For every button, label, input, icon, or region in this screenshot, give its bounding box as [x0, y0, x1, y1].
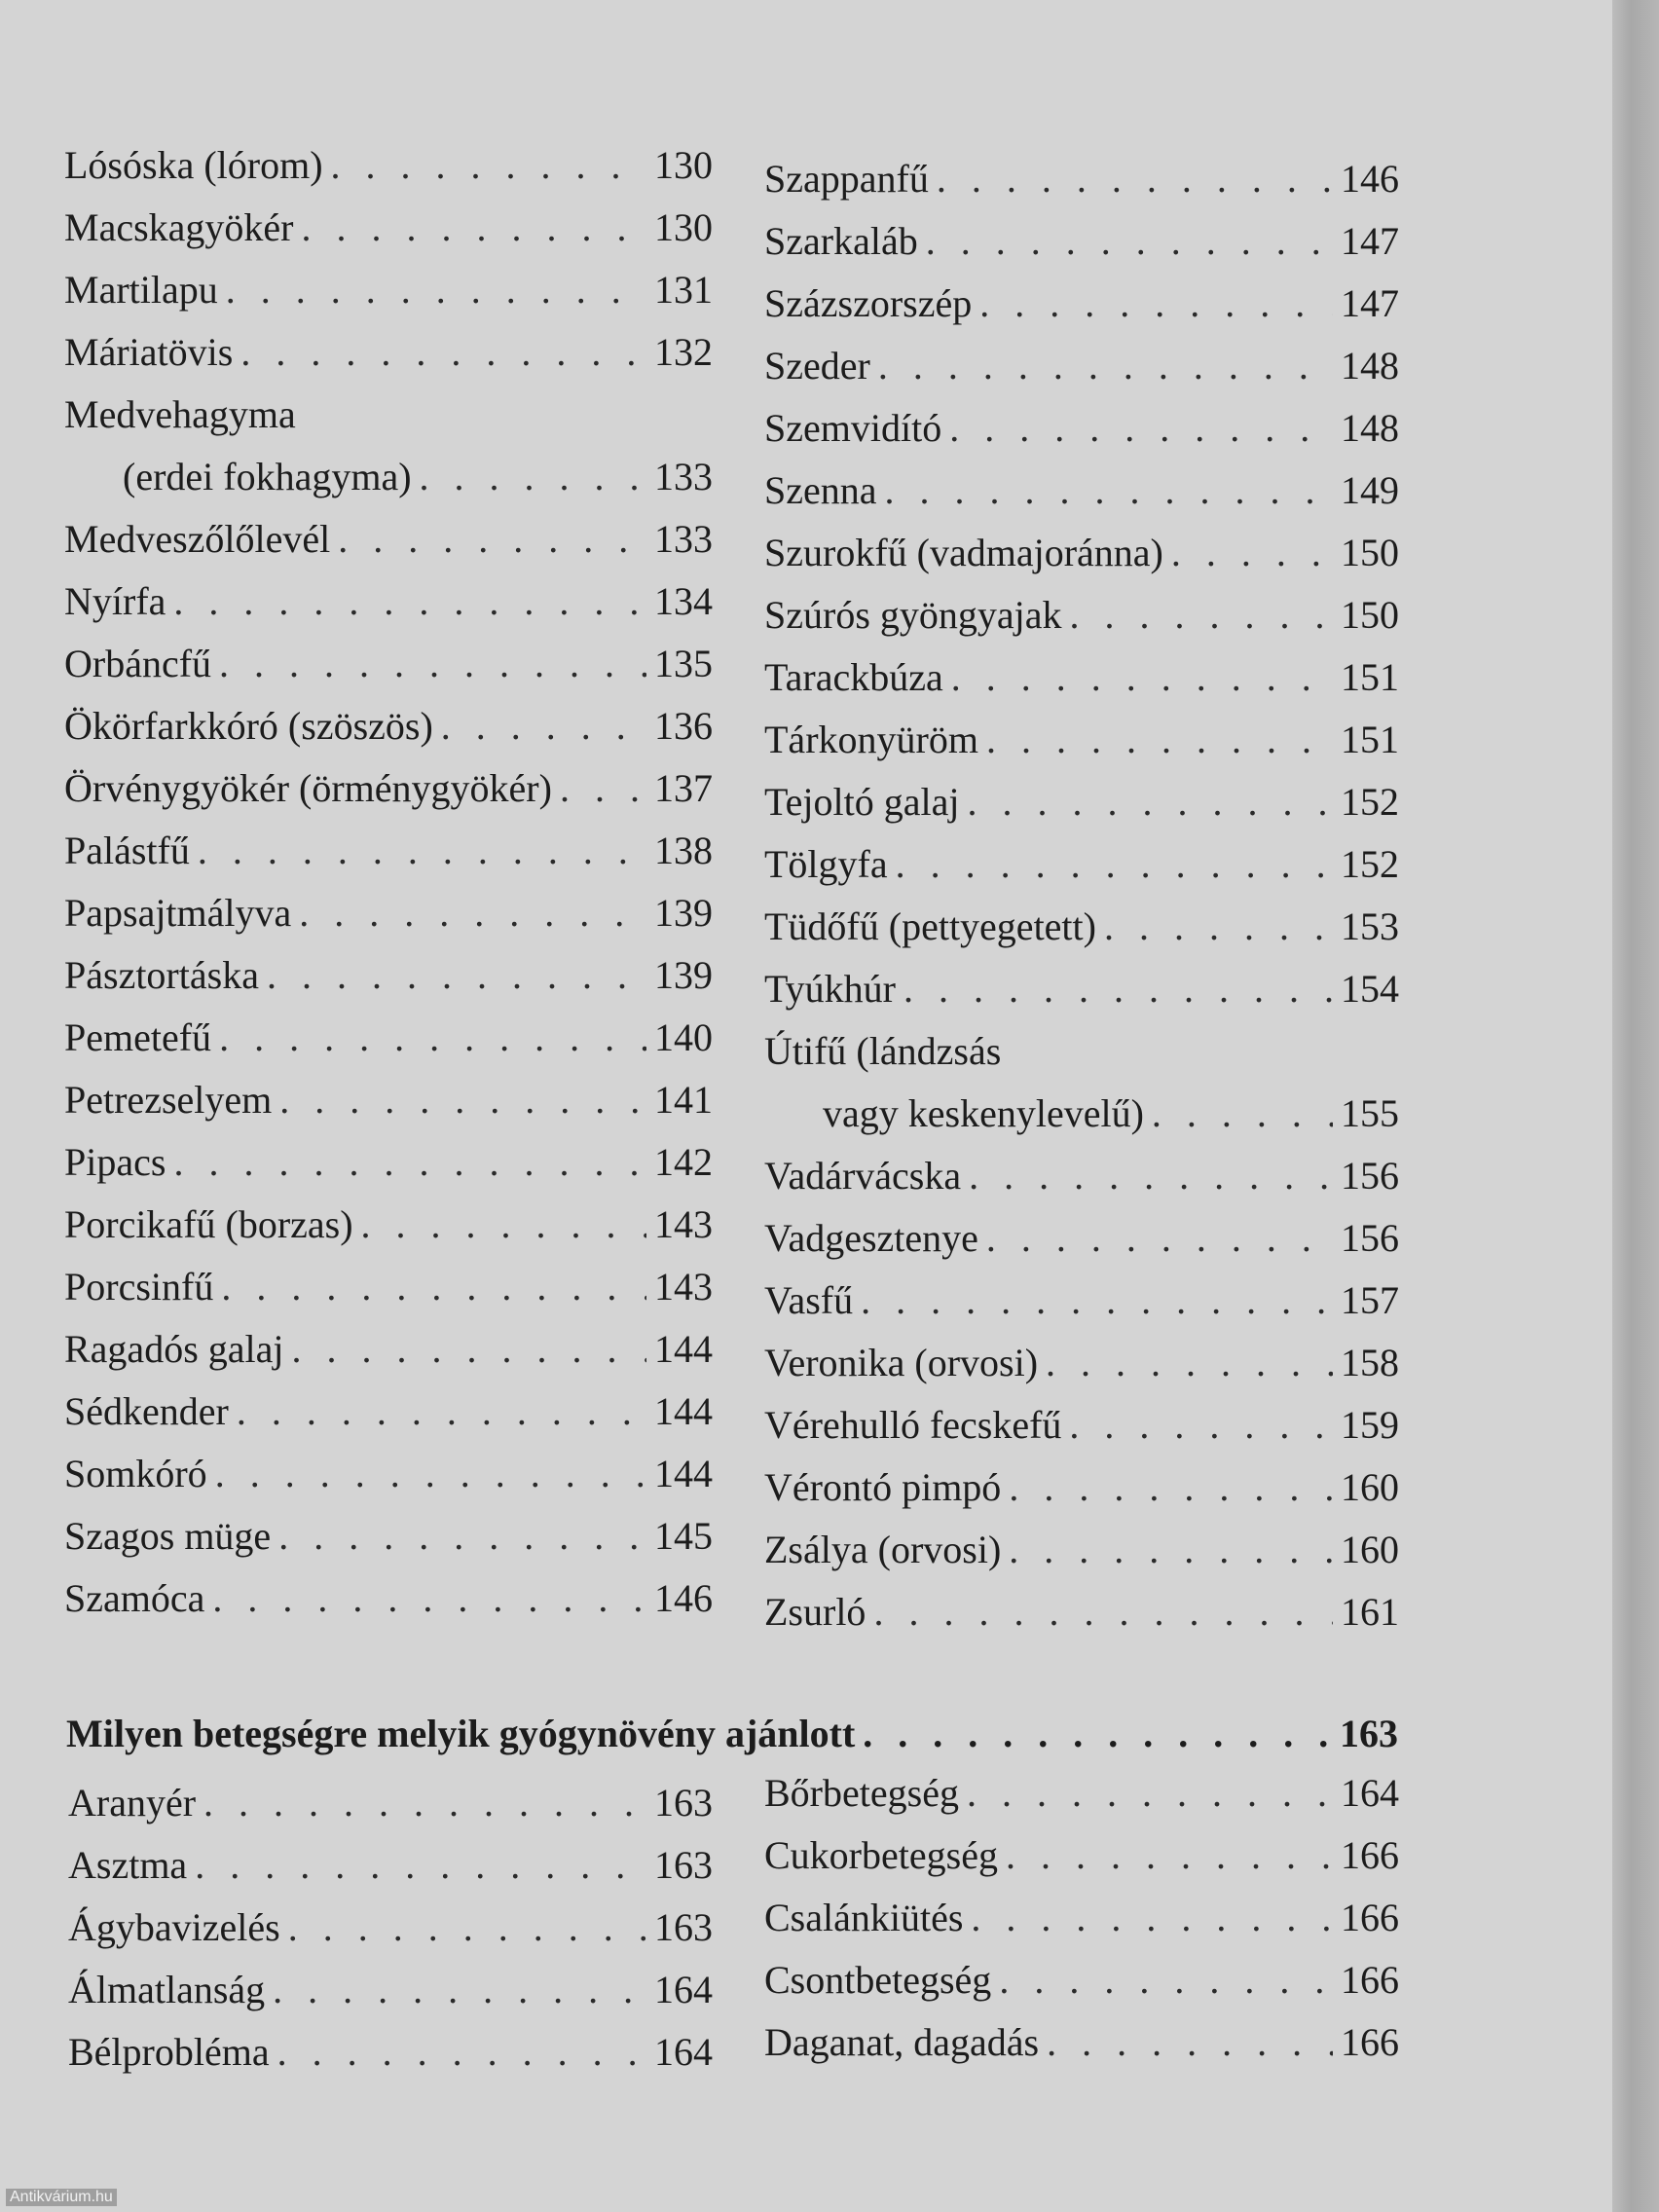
toc-entry-title: Palástfű: [64, 829, 190, 872]
toc-entry-title: Lósóska (lórom): [64, 143, 323, 187]
dot-leader: [885, 460, 1333, 522]
toc-entry: [764, 1581, 1399, 1643]
toc-entry-page: 133: [654, 455, 713, 498]
toc-entry-title: Macskagyökér: [64, 205, 294, 249]
toc-entry: [64, 197, 713, 259]
toc-entry-page: 144: [654, 1389, 713, 1433]
dot-leader: [969, 1145, 1333, 1207]
toc-entry: [764, 1456, 1399, 1519]
toc-entry: [64, 571, 713, 633]
toc-entry: [764, 709, 1399, 771]
toc-entry: [764, 771, 1399, 833]
toc-entry-title: Papsajtmályva: [64, 891, 292, 935]
toc-entry-title: Porcsinfű: [64, 1265, 214, 1309]
toc-entry-title: vagy keskenylevelű): [823, 1091, 1144, 1135]
toc-entry-page: 142: [654, 1140, 713, 1184]
dot-leader: [1006, 1825, 1333, 1887]
toc-entry-page: 151: [1341, 718, 1399, 761]
dot-leader: [861, 1270, 1333, 1332]
toc-entry: [764, 1762, 1399, 1825]
toc-entry-page: 157: [1341, 1278, 1399, 1322]
toc-entry-title: Szenna: [764, 468, 877, 512]
toc-entry-title: Pemetefű: [64, 1015, 212, 1059]
toc-entry-page: 151: [1341, 655, 1399, 699]
toc-entry: [64, 134, 713, 197]
toc-entry-page: 166: [1341, 1896, 1399, 1939]
dot-leader: [967, 1762, 1333, 1825]
toc-entry: [64, 1505, 713, 1567]
dot-leader: [949, 397, 1333, 460]
toc-entry: [64, 757, 713, 820]
toc-entry-title: Porcikafű (borzas): [64, 1202, 353, 1246]
toc-entry-title: Tyúkhúr: [764, 967, 896, 1011]
toc-entry: [64, 1567, 713, 1630]
toc-entry-title: Cukorbetegség: [764, 1833, 998, 1877]
dot-leader: [896, 833, 1333, 896]
dot-leader: [279, 1069, 646, 1131]
toc-entry-title: Somkóró: [64, 1452, 207, 1495]
toc-entry-page: 131: [654, 268, 713, 312]
toc-entry: [764, 2011, 1399, 2074]
dot-leader: [212, 1567, 646, 1630]
toc-right-column: [764, 148, 1399, 1643]
toc-entry-page: 146: [654, 1576, 713, 1620]
dot-leader: [979, 273, 1333, 335]
toc-entry-title: Tölgyfa: [764, 842, 888, 886]
toc-entry-page: 139: [654, 953, 713, 997]
dot-leader: [951, 646, 1333, 709]
toc-entry-title: Orbáncfű: [64, 642, 212, 685]
dot-leader: [1070, 584, 1333, 646]
toc-entry-title: Csontbetegség: [764, 1958, 992, 2002]
toc-entry-title: Zsurló: [764, 1590, 866, 1634]
dot-leader: [873, 1581, 1333, 1643]
toc-left-column: [64, 134, 713, 1630]
dot-leader: [967, 771, 1333, 833]
toc-entry-page: 152: [1341, 842, 1399, 886]
toc-entry-page: 153: [1341, 904, 1399, 948]
dot-leader: [198, 820, 646, 882]
toc-entry: [764, 522, 1399, 584]
toc-entry-page: 166: [1341, 2020, 1399, 2064]
toc-entry: [764, 1394, 1399, 1456]
toc-entry-title: Szarkaláb: [764, 219, 918, 263]
dot-leader: [338, 508, 646, 571]
section-right-column: [764, 1762, 1399, 2074]
toc-entry-page: 141: [654, 1078, 713, 1122]
toc-entry-title: Csalánkiütés: [764, 1896, 964, 1939]
dot-leader: [560, 757, 646, 820]
toc-entry: [64, 1007, 713, 1069]
toc-entry-page: 150: [1341, 531, 1399, 574]
toc-entry: [764, 1949, 1399, 2011]
toc-entry: [64, 695, 713, 757]
toc-entry-page: 147: [1341, 219, 1399, 263]
toc-entry-page: 164: [654, 2030, 713, 2074]
dot-leader: [1009, 1519, 1333, 1581]
toc-entry-title: Vadgesztenye: [764, 1216, 978, 1260]
toc-entry-title: Nyírfa: [64, 579, 166, 623]
dot-leader: [441, 695, 646, 757]
toc-entry-title: Ágybavizelés: [68, 1905, 280, 1949]
toc-entry-page: 135: [654, 642, 713, 685]
dot-leader: [361, 1194, 646, 1256]
toc-entry: [764, 1083, 1399, 1145]
dot-leader: [1171, 522, 1333, 584]
toc-entry-page: 138: [654, 829, 713, 872]
toc-entry: [64, 1256, 713, 1318]
toc-entry-title: Álmatlanság: [68, 1968, 266, 2011]
toc-entry-page: 159: [1341, 1403, 1399, 1447]
toc-entry: [764, 646, 1399, 709]
toc-entry: [68, 1959, 713, 2021]
watermark: Antikvárium.hu: [6, 2189, 117, 2206]
toc-entry-page: 144: [654, 1452, 713, 1495]
toc-entry-title: Medvehagyma: [64, 392, 296, 436]
toc-entry: [64, 259, 713, 321]
toc-entry-page: 152: [1341, 780, 1399, 824]
toc-entry-page: 163: [654, 1781, 713, 1825]
toc-entry: [764, 273, 1399, 335]
dot-leader: [273, 1959, 646, 2021]
toc-entry-page: 130: [654, 205, 713, 249]
dot-leader: [1047, 2011, 1333, 2074]
toc-entry: [764, 958, 1399, 1020]
toc-entry-page: 146: [1341, 157, 1399, 201]
dot-leader: [215, 1443, 646, 1505]
dot-leader: [301, 197, 646, 259]
dot-leader: [292, 1318, 647, 1381]
toc-entry-title: Vérehulló fecskefű: [764, 1403, 1062, 1447]
toc-entry-title: Szappanfű: [764, 157, 929, 201]
toc-entry-title: Martilapu: [64, 268, 218, 312]
toc-entry: [764, 460, 1399, 522]
toc-entry-title: Ökörfarkkóró (szöszös): [64, 704, 433, 748]
toc-entry-title: Tárkonyüröm: [764, 718, 978, 761]
dot-leader: [219, 633, 646, 695]
toc-entry: [68, 1834, 713, 1897]
toc-entry-title: Tejoltó galaj: [764, 780, 960, 824]
toc-entry-title: Pásztortáska: [64, 953, 259, 997]
toc-entry-title: Örvénygyökér (örménygyökér): [64, 766, 552, 810]
toc-entry: [64, 384, 713, 446]
dot-leader: [878, 335, 1333, 397]
toc-entry-page: 136: [654, 704, 713, 748]
toc-entry: [68, 1897, 713, 1959]
toc-entry: [764, 1825, 1399, 1887]
dot-leader: [267, 944, 646, 1007]
toc-entry: [64, 944, 713, 1007]
toc-entry-title: Asztma: [68, 1843, 188, 1887]
dot-leader: [999, 1949, 1333, 2011]
dot-leader: [240, 321, 646, 384]
dot-leader: [903, 958, 1333, 1020]
dot-leader: [288, 1897, 646, 1959]
toc-entry-title: Szamóca: [64, 1576, 205, 1620]
toc-entry-title: Ragadós galaj: [64, 1327, 284, 1371]
toc-entry-title: Szemvidító: [764, 406, 942, 450]
toc-entry: [764, 1207, 1399, 1270]
dot-leader: [173, 1131, 646, 1194]
toc-entry-page: 164: [654, 1968, 713, 2011]
toc-entry: [764, 148, 1399, 210]
toc-entry-page: 145: [654, 1514, 713, 1558]
toc-entry-page: 148: [1341, 344, 1399, 387]
toc-entry-page: 140: [654, 1015, 713, 1059]
dot-leader: [237, 1381, 646, 1443]
dot-leader: [1152, 1083, 1333, 1145]
dot-leader: [219, 1007, 646, 1069]
toc-entry: [64, 1131, 713, 1194]
toc-entry-page: 166: [1341, 1958, 1399, 2002]
dot-leader: [173, 571, 646, 633]
toc-entry-page: 149: [1341, 468, 1399, 512]
dot-leader: [195, 1834, 646, 1897]
toc-entry: [64, 1381, 713, 1443]
toc-entry-page: 143: [654, 1265, 713, 1309]
dot-leader: [1069, 1394, 1333, 1456]
toc-entry-title: Bélprobléma: [68, 2030, 270, 2074]
dot-leader: [420, 446, 646, 508]
toc-entry: [64, 820, 713, 882]
toc-entry-page: 133: [654, 517, 713, 561]
toc-entry: [64, 446, 713, 508]
toc-entry-title: Máriatövis: [64, 330, 234, 374]
toc-entry-page: 158: [1341, 1341, 1399, 1384]
dot-leader: [986, 709, 1333, 771]
toc-entry-page: 147: [1341, 281, 1399, 325]
toc-entry-title: Petrezselyem: [64, 1078, 273, 1122]
toc-entry-page: 164: [1341, 1771, 1399, 1815]
toc-entry: [764, 833, 1399, 896]
toc-entry: [764, 1270, 1399, 1332]
toc-entry-title: Aranyér: [68, 1781, 197, 1825]
toc-entry: [64, 882, 713, 944]
toc-entry: [64, 1443, 713, 1505]
toc-entry-page: 134: [654, 579, 713, 623]
toc-entry-page: 155: [1341, 1091, 1399, 1135]
dot-leader: [1104, 896, 1333, 958]
toc-entry-title: Szeder: [764, 344, 870, 387]
toc-entry: [764, 1020, 1399, 1083]
dot-leader: [299, 882, 646, 944]
dot-leader: [926, 210, 1333, 273]
toc-entry-page: 137: [654, 766, 713, 810]
toc-entry-page: 166: [1341, 1833, 1399, 1877]
toc-entry-page: 154: [1341, 967, 1399, 1011]
toc-entry: [764, 1332, 1399, 1394]
toc-entry: [764, 584, 1399, 646]
toc-entry: [764, 1145, 1399, 1207]
section-heading-title: Milyen betegségre melyik gyógynövény ajánlott: [66, 1712, 856, 1755]
toc-entry-title: Vérontó pimpó: [764, 1465, 1002, 1509]
toc-entry: [64, 1318, 713, 1381]
book-binding-edge: [1612, 0, 1659, 2212]
toc-entry-title: (erdei fokhagyma): [123, 455, 412, 498]
toc-entry-page: 160: [1341, 1528, 1399, 1571]
dot-leader: [203, 1772, 646, 1834]
toc-entry: [64, 1069, 713, 1131]
toc-entry: [64, 1194, 713, 1256]
toc-entry-page: 150: [1341, 593, 1399, 637]
dot-leader: [278, 1505, 646, 1567]
toc-entry-title: Medveszőlőlevél: [64, 517, 331, 561]
toc-entry-page: 130: [654, 143, 713, 187]
toc-entry-page: 156: [1341, 1154, 1399, 1198]
toc-entry-title: Szurokfű (vadmajoránna): [764, 531, 1163, 574]
toc-entry: [68, 1772, 713, 1834]
dot-leader: [226, 259, 646, 321]
toc-entry-title: Pipacs: [64, 1140, 166, 1184]
toc-entry-title: Bőrbetegség: [764, 1771, 959, 1815]
toc-entry-title: Zsálya (orvosi): [764, 1528, 1002, 1571]
toc-entry-page: 160: [1341, 1465, 1399, 1509]
toc-entry: [764, 397, 1399, 460]
toc-entry-page: 161: [1341, 1590, 1399, 1634]
toc-entry-title: Szagos müge: [64, 1514, 272, 1558]
dot-leader: [863, 1703, 1332, 1765]
toc-entry-page: 132: [654, 330, 713, 374]
dot-leader: [277, 2021, 646, 2083]
toc-entry: [64, 321, 713, 384]
toc-entry-title: Daganat, dagadás: [764, 2020, 1040, 2064]
toc-entry: [764, 896, 1399, 958]
toc-entry-title: Sédkender: [64, 1389, 229, 1433]
toc-entry-title: Vadárvácska: [764, 1154, 962, 1198]
toc-entry-page: 156: [1341, 1216, 1399, 1260]
toc-entry: [764, 1887, 1399, 1949]
toc-entry-page: 163: [654, 1843, 713, 1887]
dot-leader: [971, 1887, 1333, 1949]
toc-entry-title: Tarackbúza: [764, 655, 943, 699]
section-heading-page: 163: [1340, 1712, 1398, 1755]
toc-entry-title: Útifű (lándzsás: [764, 1029, 1002, 1073]
toc-entry: [764, 335, 1399, 397]
toc-entry-page: 143: [654, 1202, 713, 1246]
toc-entry: [64, 508, 713, 571]
toc-entry-title: Veronika (orvosi): [764, 1341, 1039, 1384]
dot-leader: [986, 1207, 1333, 1270]
section-left-column: [68, 1772, 713, 2083]
toc-entry-title: Százszorszép: [764, 281, 973, 325]
dot-leader: [1009, 1456, 1333, 1519]
toc-entry-page: 148: [1341, 406, 1399, 450]
toc-entry-page: 139: [654, 891, 713, 935]
dot-leader: [1046, 1332, 1333, 1394]
dot-leader: [221, 1256, 646, 1318]
toc-entry: [68, 2021, 713, 2083]
toc-entry: [64, 633, 713, 695]
section-heading: [66, 1703, 1398, 1765]
toc-entry-page: 163: [654, 1905, 713, 1949]
dot-leader: [937, 148, 1333, 210]
toc-entry-title: Tüdőfű (pettyegetett): [764, 904, 1096, 948]
toc-entry-title: Vasfű: [764, 1278, 854, 1322]
toc-entry-page: 144: [654, 1327, 713, 1371]
dot-leader: [331, 134, 646, 197]
toc-entry: [764, 210, 1399, 273]
toc-entry-title: Szúrós gyöngyajak: [764, 593, 1062, 637]
toc-entry: [764, 1519, 1399, 1581]
